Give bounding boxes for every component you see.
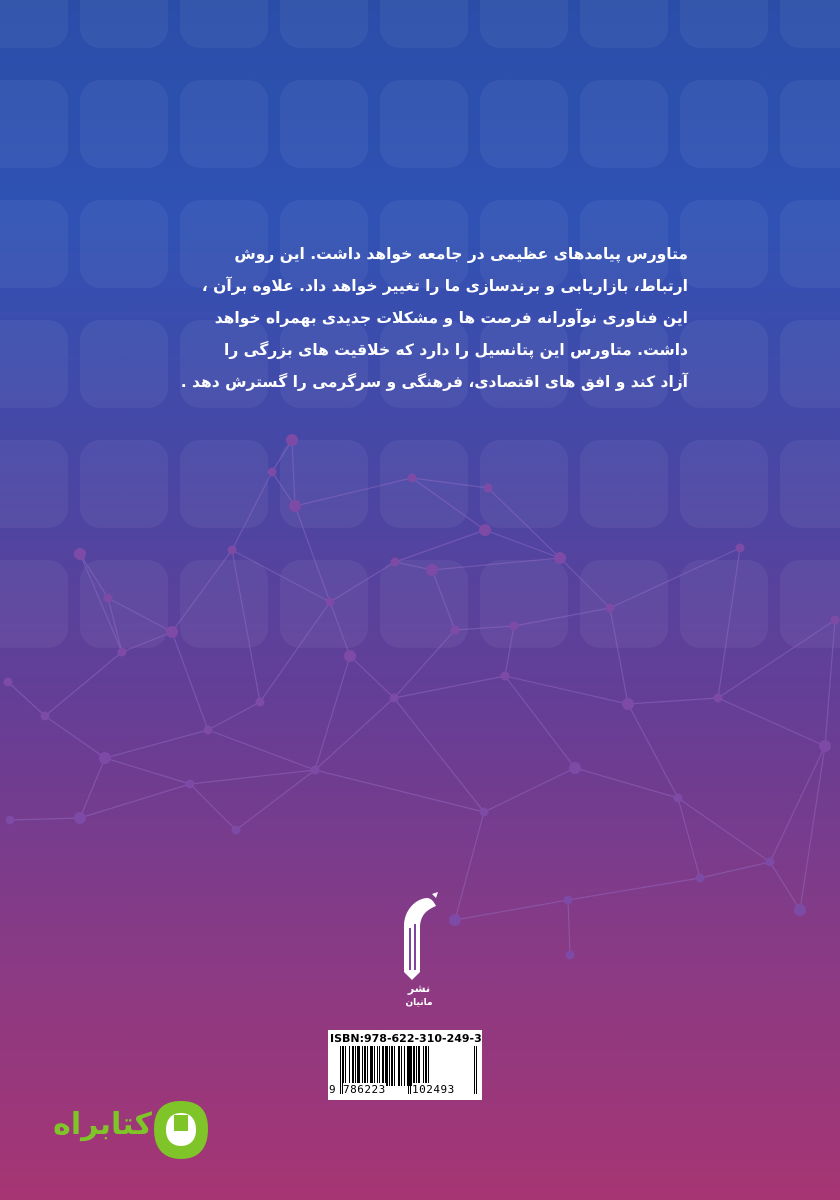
background-tile [80,80,168,168]
background-tile [680,200,768,288]
watermark-brand: کتابراه [53,1107,152,1142]
network-node [286,434,298,446]
network-edge [678,798,700,878]
barcode-left-digits: 786223 [343,1083,386,1096]
network-edge [718,698,825,746]
network-node [426,564,438,576]
network-edge [80,784,190,818]
network-node [622,698,634,710]
network-node [696,874,705,883]
network-edge [45,652,122,716]
network-edge [628,698,718,704]
network-edge [295,506,330,602]
network-node [74,548,86,560]
network-node [204,726,213,735]
network-node [289,500,301,512]
network-edge [232,550,260,702]
network-edge [505,626,514,676]
network-edge [610,608,628,704]
background-tile [580,0,668,48]
network-edge [718,548,740,698]
background-tile [780,80,840,168]
background-tile [80,0,168,48]
network-node [569,762,581,774]
network-edge [236,770,315,830]
network-edge [610,548,740,608]
background-tile [780,200,840,288]
background-tile [180,0,268,48]
barcode-right-digits: 102493 [412,1083,455,1096]
network-node [104,594,113,603]
background-tile [680,0,768,48]
network-node [794,904,806,916]
network-node [41,712,50,721]
network-edge [628,704,678,798]
network-node [391,558,400,567]
network-edge [394,698,484,812]
network-edge [568,878,700,900]
network-edge [172,632,208,730]
background-tile [480,80,568,168]
background-tile [380,0,468,48]
network-edge [260,602,330,702]
network-edge [45,716,105,758]
network-edge [190,784,236,830]
network-node [480,808,489,817]
network-edge [568,900,570,955]
network-edge [330,602,350,656]
back-cover-blurb [168,238,688,398]
publisher-subname: مانیان [405,998,433,1008]
network-node [501,672,510,681]
blurb-line: آزاد کند و افق های اقتصادی، فرهنگی و سرگرمی را گسترش دهد . [180,373,688,391]
background-tile [180,80,268,168]
network-edge [770,862,800,910]
publisher-name: نشر [407,982,431,995]
network-edge [718,620,835,698]
network-edge [350,656,394,698]
network-node [449,914,461,926]
background-tile [280,0,368,48]
network-node [819,740,831,752]
network-edge [455,900,568,920]
background-tile [80,200,168,288]
network-edge [190,770,315,784]
background-tile [0,80,68,168]
network-node [566,951,575,960]
background-tile [780,0,840,48]
network-node [311,766,320,775]
network-edge [560,558,610,608]
background-tile [0,200,68,288]
network-edge [395,530,485,562]
network-node [484,484,493,493]
network-edge [105,730,208,758]
background-tile [380,80,468,168]
network-edge [514,608,610,626]
network-node [344,650,356,662]
network-node [6,816,15,825]
network-edge [80,758,105,818]
network-node [606,604,615,613]
background-tile [80,320,168,408]
network-edge [272,472,295,506]
network-edge [295,478,412,506]
network-node [674,794,683,803]
network-edge [208,702,260,730]
blurb-line: ارتباط، بازاریابی و برندسازی ما را تغییر خواهد داد. علاوه برآن ، [201,277,688,295]
network-node [451,626,460,635]
network-edge [105,758,190,784]
network-edge [8,682,45,716]
network-node [736,544,745,553]
network-node [4,678,13,687]
network-edge [315,656,350,770]
isbn-text: ISBN:978-622-310-249-3 [330,1032,482,1045]
background-tile [280,80,368,168]
network-edge [455,812,484,920]
network-edge [484,768,575,812]
barcode-first-digit: 9 [329,1083,336,1096]
network-edge [800,746,825,910]
network-node [766,858,775,867]
network-node [118,648,127,657]
network-edge [700,862,770,878]
network-edge [315,698,394,770]
network-node [564,896,573,905]
network-edge [208,730,315,770]
network-edge [172,550,232,632]
network-node [510,622,519,631]
isbn-barcode [328,1030,482,1100]
network-edge [825,620,835,746]
network-node [714,694,723,703]
background-tile [680,80,768,168]
background-tile [0,320,68,408]
background-tile [0,0,68,48]
network-edge [485,530,560,558]
network-edge [80,554,108,598]
leaf-badge-icon [150,1099,212,1161]
network-edge [10,818,80,820]
network-edge [315,770,484,812]
background-tile [580,80,668,168]
network-node [74,812,86,824]
network-edge [80,554,122,652]
network-edge [432,570,455,630]
network-edge [232,550,330,602]
network-edge [232,472,272,550]
network-node [256,698,265,707]
network-node [166,626,178,638]
network-edge [292,440,295,506]
network-edge [488,488,560,558]
network-node [831,616,840,625]
network-node [326,598,335,607]
network-edge [432,558,560,570]
network-node [232,826,241,835]
network-node [390,694,399,703]
network-node [186,780,195,789]
network-node [554,552,566,564]
network-edge [122,632,172,652]
network-node [408,474,417,483]
blurb-line: این فناوری نوآورانه فرصت ها و مشکلات جدیدی بهمراه خواهد [214,309,688,327]
network-edge [330,562,395,602]
network-node [479,524,491,536]
background-tile [780,320,840,408]
network-edge [575,768,678,798]
blurb-line: متاورس پیامدهای عظیمی در جامعه خواهد داشت. این روش [234,245,688,263]
network-edge [678,798,770,862]
network-node [99,752,111,764]
network-node [228,546,237,555]
network-node [268,468,277,477]
blurb-line: داشت. متاورس این پتانسیل را دارد که خلاقیت های بزرگی را [224,341,688,359]
background-tile [480,0,568,48]
network-edge [455,626,514,630]
network-edge [108,598,172,632]
background-tile [680,320,768,408]
